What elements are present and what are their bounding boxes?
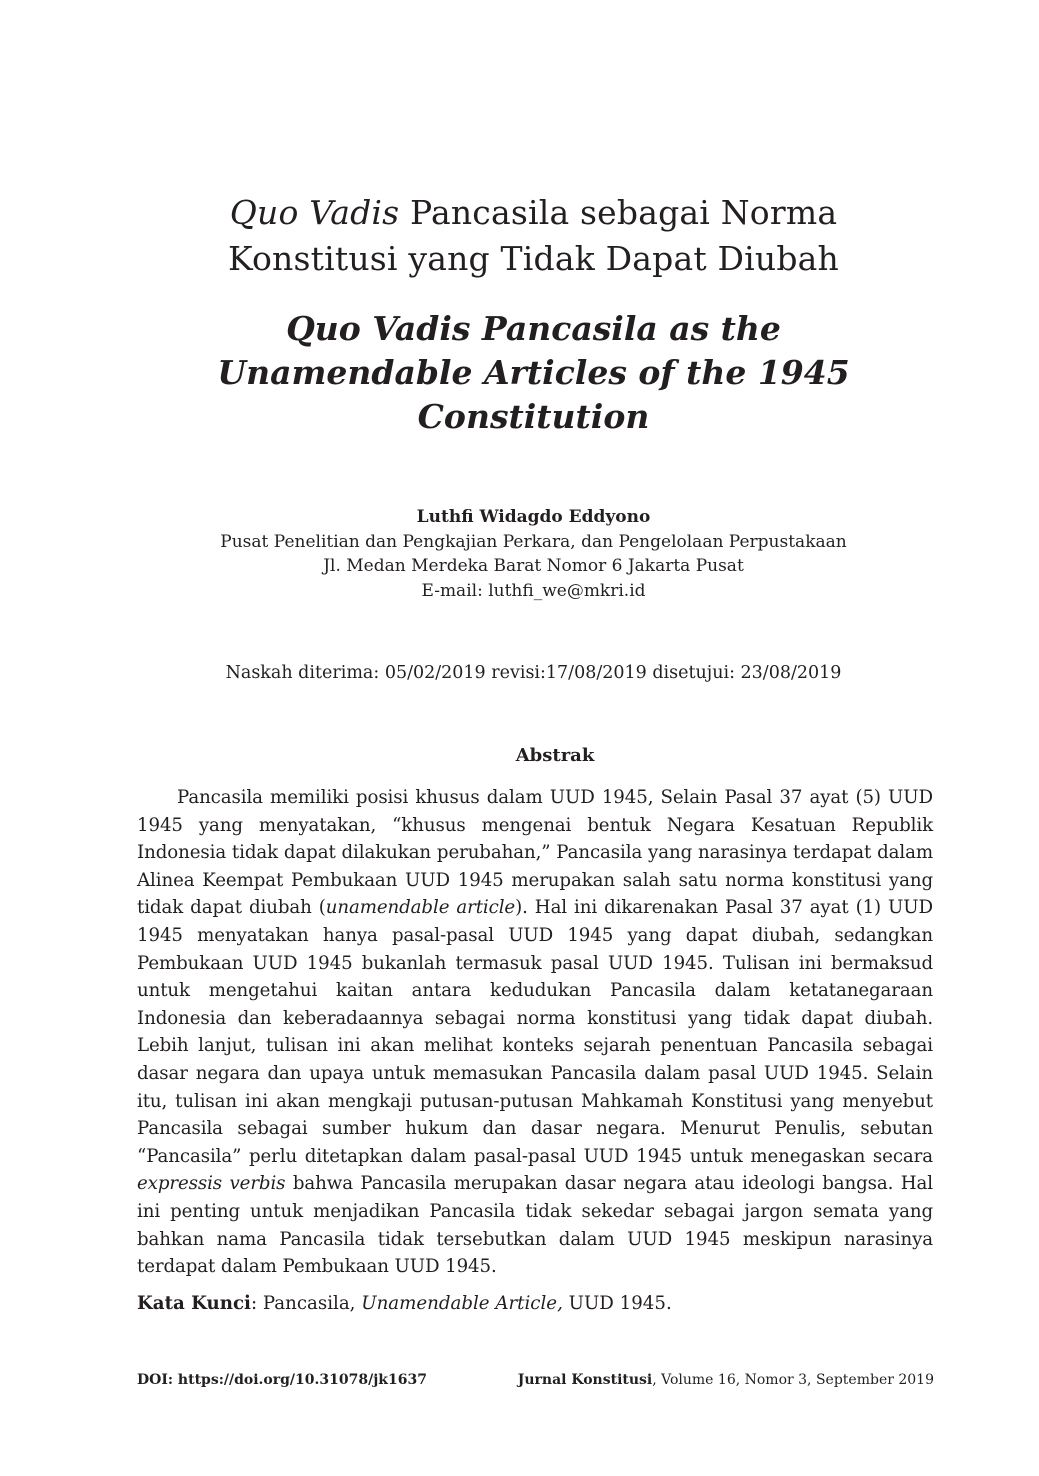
title-en-line1: Quo Vadis Pancasila as the xyxy=(286,309,781,348)
title-line2: Konstitusi yang Tidak Dapat Diubah xyxy=(228,239,839,278)
submission-dates: Naskah diterima: 05/02/2019 revisi:17/08/2019 disetujui: 23/08/2019 xyxy=(225,663,842,683)
author-block xyxy=(100,505,967,603)
title-english xyxy=(100,307,967,439)
footer-journal-rest: , Volume 16, Nomor 3, September 2019 xyxy=(652,1372,934,1388)
footer-doi: DOI: https://doi.org/10.31078/jk1637 xyxy=(137,1372,427,1388)
keywords xyxy=(137,1290,933,1317)
title-line1-rest: Pancasila sebagai Norma xyxy=(399,193,838,232)
abstract-body xyxy=(137,784,933,1281)
keywords-italic: Unamendable Article, xyxy=(361,1293,563,1314)
keywords-rest: UUD 1945. xyxy=(562,1293,672,1314)
author-address: Jl. Medan Merdeka Barat Nomor 6 Jakarta Pusat xyxy=(323,556,744,576)
footer-journal-name: Jurnal Konstitusi xyxy=(517,1372,653,1388)
title-indonesian xyxy=(100,190,967,282)
abstract-italic2: expressis verbis xyxy=(137,1173,286,1195)
title-italic-part: Quo Vadis xyxy=(229,193,400,232)
abstract-part2: ). Hal ini dikarenakan Pasal 37 ayat (1) UUD 1945 menyatakan hanya pasal-pasal UUD 1945 yang dapat diubah, sedangkan Pembukaan UUD 1945 bukanlah termasuk pasal UUD 1945. Tulisan ini bermaksud untuk mengetahui kaitan antara kedudukan Pancasila dalam ketatanegaraan Indonesia dan keberadaannya sebagai norma konstitusi yang tidak dapat diubah. Lebih lanjut, tulisan ini akan melihat konteks sejarah penentuan Pancasila sebagai dasar negara dan upaya untuk memasukan Pancasila dalam pasal UUD 1945. Selain itu, tulisan ini akan mengkaji putusan-putusan Mahkamah Konstitusi yang menyebut Pancasila sebagai sumber hukum dan dasar negara. Menurut Penulis, sebutan “Pancasila” perlu ditetapkan dalam pasal-pasal UUD 1945 untuk menegaskan secara xyxy=(137,897,933,1167)
keywords-label: Kata Kunci xyxy=(137,1293,251,1314)
abstract-italic1: unamendable article xyxy=(325,897,516,919)
author-email: E-mail: luthfi_we@mkri.id xyxy=(421,580,646,601)
abstract-part3: bahwa Pancasila merupakan dasar negara atau ideologi bangsa. Hal ini penting untuk menjadikan Pancasila tidak sekedar sebagai jargon semata yang bahkan nama Pancasila tidak tersebutkan dalam UUD 1945 meskipun narasinya terdapat dalam Pembukaan UUD 1945. xyxy=(137,1173,933,1278)
keywords-colon: : Pancasila, xyxy=(250,1293,362,1314)
title-en-line3: Constitution xyxy=(417,397,650,436)
author-affiliation: Pusat Penelitian dan Pengkajian Perkara, dan Pengelolaan Perpustakaan xyxy=(220,531,847,552)
author-name: Luthfi Widagdo Eddyono xyxy=(416,507,651,527)
footer-journal xyxy=(518,1370,934,1390)
abstract-heading: Abstrak xyxy=(515,745,595,766)
title-en-line2: Unamendable Articles of the 1945 xyxy=(217,353,850,392)
abstract-part1: Pancasila memiliki posisi khusus dalam UUD 1945, Selain Pasal 37 ayat (5) UUD 1945 yang menyatakan, “khusus mengenai bentuk Negara Kesatuan Republik Indonesia tidak dapat dilakukan perubahan,” Pancasila yang narasinya terdapat dalam Alinea Keempat Pembukaan UUD 1945 merupakan salah satu norma konstitusi yang tidak dapat diubah ( xyxy=(137,787,933,919)
